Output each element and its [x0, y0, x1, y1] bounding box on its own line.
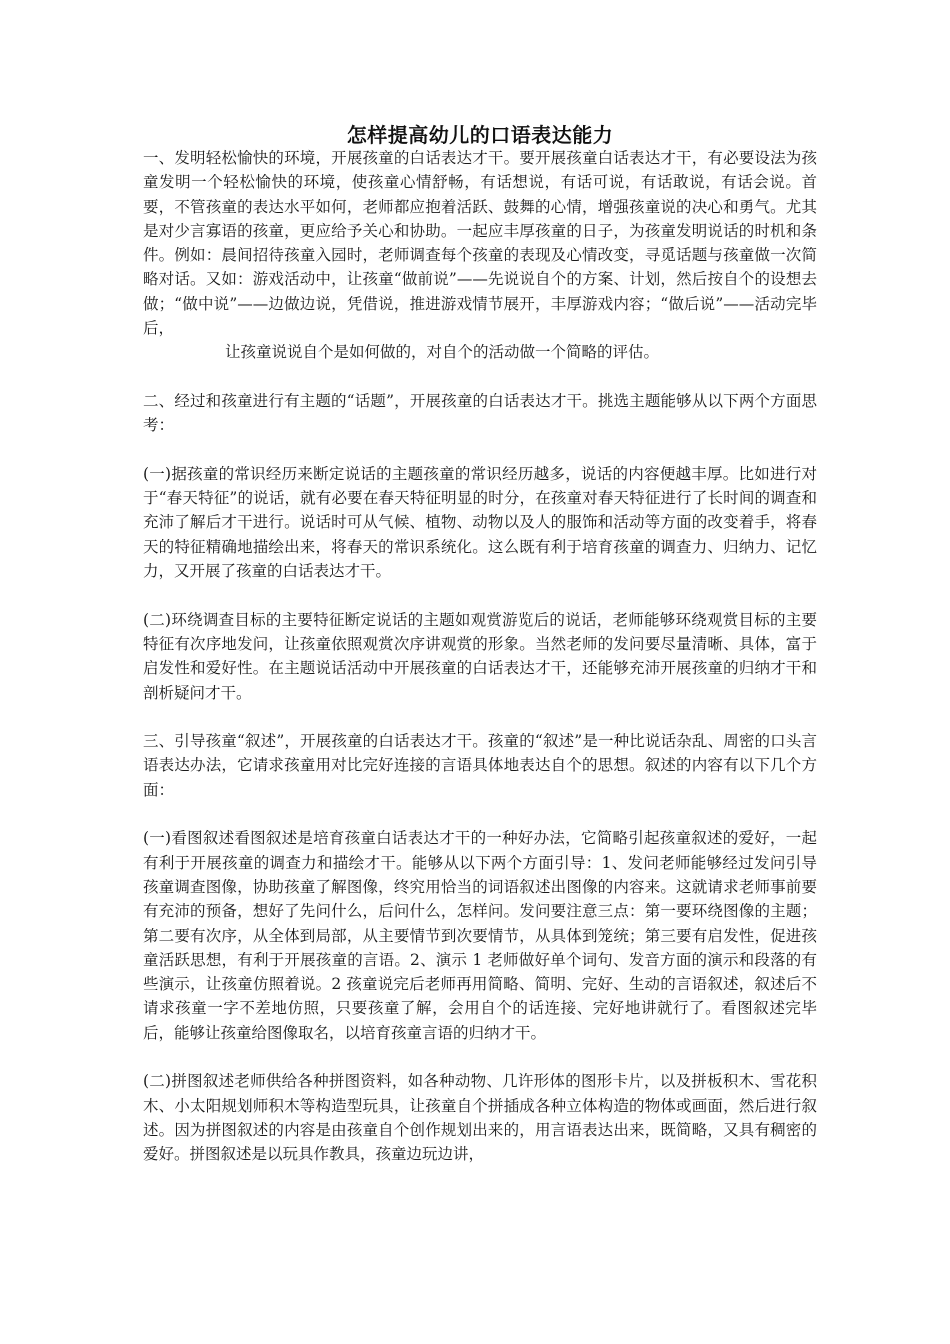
- paragraph-section-3: 三、引导孩童“叙述”，开展孩童的白话表达才干。孩童的“叙述”是一种比说话杂乱、周密的口头言语表达办法，它请求孩童用对比完好连接的言语具体地表达自个的思想。叙述的内容有以下几个方面：: [143, 732, 817, 799]
- paragraph-spacer: [143, 705, 817, 729]
- paragraph-spacer: [143, 438, 817, 462]
- paragraph-section-1-continued: 让孩童说说自个是如何做的，对自个的活动做一个简略的评估。: [225, 343, 660, 362]
- document-body: [143, 122, 817, 1166]
- paragraph-spacer: [143, 583, 817, 607]
- paragraph-spacer: [143, 365, 817, 389]
- document-title: 怎样提高幼儿的口语表达能力: [346, 123, 614, 147]
- paragraph-section-2: 二、经过和孩童进行有主题的“话题”，开展孩童的白话表达才干。挑选主题能够从以下两个方面思考：: [143, 391, 817, 435]
- paragraph-section-3-item-1: (一)看图叙述看图叙述是培育孩童白话表达才干的一种好办法，它简略引起孩童叙述的爱好，一起有利于开展孩童的调查力和描绘才干。能够从以下两个方面引导：1、发问老师能够经过发问引导孩童调查图像，协助孩童了解图像，终究用恰当的词语叙述出图像的内容来。这就请求老师事前要有充沛的预备，想好了先问什么，后问什么，怎样问。发问要注意三点：第一要环绕图像的主题；第二要有次序，从全体到局部，从主要情节到次要情节，从具体到笼统；第三要有启发性，促进孩童活跃思想，有利于开展孩童的言语。2、演示 1 老师做好单个词句、发音方面的演示和段落的有些演示，让孩童仿照着说。2 孩童说完后老师再用简略、简明、完好、生动的言语叙述，叙述后不请求孩童一字不差地仿照，只要孩童了解，会用自个的话连接、完好地讲就行了。看图叙述完毕后，能够让孩童给图像取名，以培育孩童言语的归纳才干。: [143, 829, 817, 1042]
- paragraph-spacer: [143, 802, 817, 826]
- paragraph-section-2-item-2: (二)环绕调查目标的主要特征断定说话的主题如观赏游览后的说话，老师能够环绕观赏目标的主要特征有次序地发问，让孩童依照观赏次序讲观赏的形象。当然老师的发问要尽量清晰、具体，富于启发性和爱好性。在主题说话活动中开展孩童的白话表达才干，还能够充沛开展孩童的归纳才干和剖析疑问才干。: [143, 610, 817, 702]
- paragraph-section-3-item-2: (二)拼图叙述老师供给各种拼图资料，如各种动物、几许形体的图形卡片，以及拼板积木、雪花积木、小太阳规划师积木等构造型玩具，让孩童自个拼插成各种立体构造的物体或画面，然后进行叙述。因为拼图叙述的内容是由孩童自个创作规划出来的，用言语表达出来，既简略，又具有稠密的爱好。拼图叙述是以玩具作教具，孩童边玩边讲，: [143, 1072, 817, 1164]
- paragraph-section-1: 一、发明轻松愉快的环境，开展孩童的白话表达才干。要开展孩童白话表达才干，有必要设法为孩童发明一个轻松愉快的环境，使孩童心情舒畅，有话想说，有话可说，有话敢说，有话会说。首要，不管孩童的表达水平如何，老师都应抱着活跃、鼓舞的心情，增强孩童说的决心和勇气。尤其是对少言寡语的孩童，更应给予关心和协助。一起应丰厚孩童的日子，为孩童发明说话的时机和条件。例如：晨间招待孩童入园时，老师调查每个孩童的表现及心情改变，寻觅话题与孩童做一次简略对话。又如：游戏活动中，让孩童“做前说”——先说说自个的方案、计划，然后按自个的设想去做；“做中说”——边做边说，凭借说，推进游戏情节展开，丰厚游戏内容；“做后说”——活动完毕后，: [143, 149, 817, 338]
- paragraph-section-2-item-1: (一)据孩童的常识经历来断定说话的主题孩童的常识经历越多，说话的内容便越丰厚。比如进行对于“春天特征”的说话，就有必要在春天特征明显的时分，在孩童对春天特征进行了长时间的调查和充沛了解后才干进行。说话时可从气候、植物、动物以及人的服饰和活动等方面的改变着手，将春天的特征精确地描绘出来，将春天的常识系统化。这么既有利于培育孩童的调查力、归纳力、记忆力，又开展了孩童的白话表达才干。: [143, 464, 817, 581]
- paragraph-spacer: [143, 1045, 817, 1069]
